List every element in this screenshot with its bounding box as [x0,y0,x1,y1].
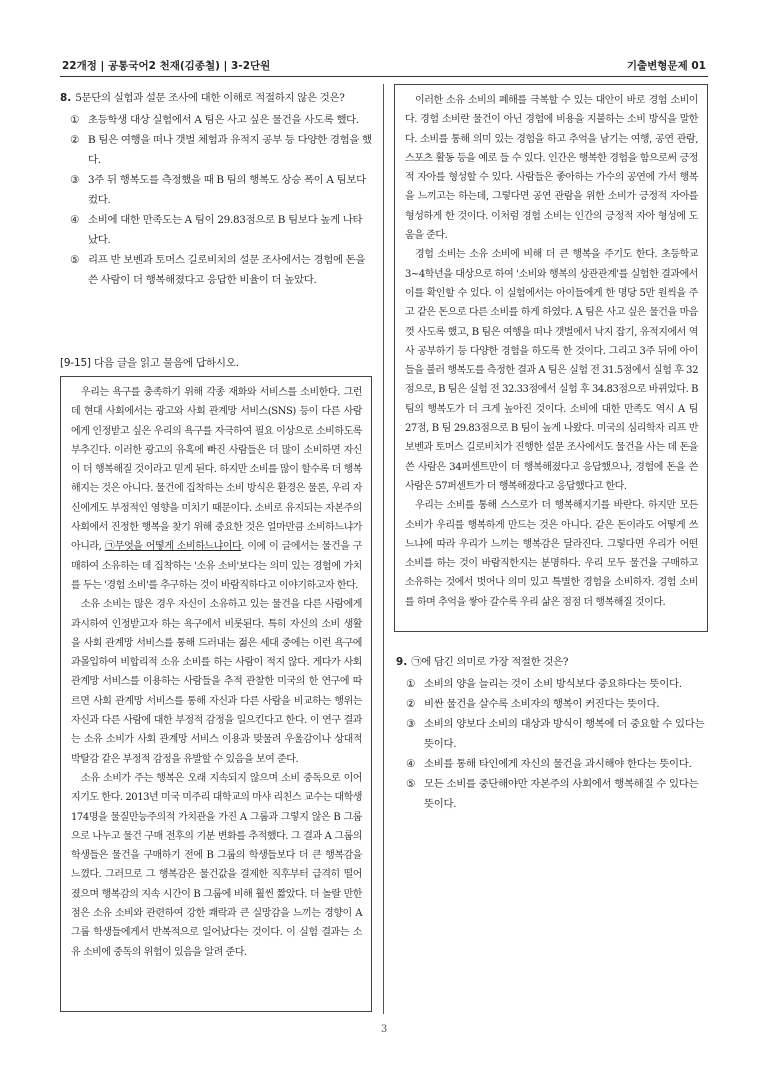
question-number: 8. [60,92,72,104]
question-text: 5문단의 실험과 설문 조사에 대한 이해로 적절하지 않은 것은? [75,92,345,104]
passage-box-left [60,376,372,1012]
answer-choice-5[interactable] [406,774,708,814]
answer-choice-2[interactable] [406,694,708,714]
underlined-phrase: ㉠무엇을 어떻게 소비하느냐이다 [104,541,242,553]
answer-choice-3[interactable] [70,170,372,210]
choice-number: ⑤ [406,778,416,790]
passage-paragraph-6: 우리는 소비를 통해 스스로가 더 행복해지기를 바란다. 하지만 모든 소비가 우리를 행복하게 만드는 것은 아니다. 같은 돈이라도 어떻게 쓰느냐에 따라 우리가 느끼는 행복감은 달라진다. 그렇다면 우리가 어떤 소비를 하는 것이 바람직한지는 분명하다. 우리 모두 물건을 구매하고 소유하는 것에서 벗어나 의미 있고 특별한 경험을 소비하자. 경험 소비를 하며 추억을 쌓아 갈수록 우리 삶은 점점 더 행복해질 것이다. [405,500,698,608]
passage-box-right [394,84,708,632]
answer-choices [396,674,708,814]
question-set-title: [9-15] 다음 글을 읽고 물음에 답하시오. [60,357,239,369]
choice-number: ① [70,114,80,126]
choice-text: 소비의 양보다 소비의 대상과 방식이 행복에 더 중요할 수 있다는 뜻이다. [424,718,705,750]
choice-text: 소비를 통해 타인에게 자신의 물건을 과시해야 한다는 뜻이다. [424,758,692,770]
answer-choice-1[interactable] [70,110,372,130]
header-divider [60,76,708,77]
answer-choice-4[interactable] [406,754,708,774]
choice-number: ② [406,698,416,710]
passage-paragraph-5: 경험 소비는 소유 소비에 비해 더 큰 행복을 주기도 한다. 초등학교 3~4학년을 대상으로 하여 '소비와 행복의 상관관계'를 실험한 결과에서 이를 확인할 수 있다. 이 실험에서는 아이들에게 한 명당 5만 원씩을 주고 같은 돈으로 다른 소비를 하게 하였다. A 팀은 사고 싶은 물건을 마음껏 사도록 했고, B 팀은 여행을 떠나 갯벌에서 낙지 잡기, 유적지에서 역사 공부하기 등 다양한 경험을 하도록 한 것이다. 그리고 3주 뒤에 아이들을 불러 행복도를 측정한 결과 A 팀은 실험 전 31.5점에서 실험 후 32점으로, B 팀은 실험 전 32.33점에서 실험 후 34.83점으로 바뀌었다. B 팀의 행복도가 더 크게 높아진 것이다. 소비에 대한 만족도 역시 A 팀 27점, B 팀 29.83점으로 B 팀이 높게 나왔다. 미국의 심리학자 리프 반 보벤과 토머스 길로비치가 진행한 설문 조사에서도 물건을 사는 데 돈을 쓴 사람은 34퍼센트만이 더 행복해졌다고 응답했으나, 경험에 돈을 쓴 사람은 57퍼센트가 더 행복해졌다고 응답했다고 한다. [405,249,698,492]
choice-text: 비싼 물건을 살수록 소비자의 행복이 커진다는 뜻이다. [424,698,660,710]
answer-choice-3[interactable] [406,714,708,754]
choice-number: ④ [70,214,80,226]
question-text: ㉠에 담긴 의미로 가장 적절한 것은? [411,656,569,668]
choice-text: 모든 소비를 중단해야만 자본주의 사회에서 행복해질 수 있다는 뜻이다. [424,778,699,810]
choice-number: ① [406,678,416,690]
column-divider [383,84,384,1014]
answer-choice-2[interactable] [70,130,372,170]
choice-number: ④ [406,758,416,770]
answer-choices [60,110,372,290]
choice-text: 소비에 대한 만족도는 A 팀이 29.83점으로 B 팀보다 높게 나타났다. [88,214,363,246]
choice-text: 리프 반 보벤과 토머스 길로비치의 설문 조사에서는 경험에 돈을 쓴 사람이 더 행복해졌다고 응답한 비율이 더 높았다. [88,254,366,286]
answer-choice-4[interactable] [70,210,372,250]
choice-number: ⑤ [70,254,80,266]
answer-choice-5[interactable] [70,250,372,290]
answer-choice-1[interactable] [406,674,708,694]
paragraph-text: . 이에 이 글에서는 물건을 구매하여 소유하는 데 집착하는 '소유 소비'보다는 의미 있는 경험에 가치를 두는 '경험 소비'를 추구하는 것이 바람직하다고 이야기하고자 한다. [71,541,362,591]
header-course-info: 22개정 | 공통국어2 천재(김종철) | 3-2단원 [62,60,271,72]
passage-paragraph-2: 소유 소비는 많은 경우 자신이 소유하고 있는 물건을 다른 사람에게 과시하여 인정받고자 하는 욕구에서 비롯된다. 특히 자신의 소비 생활을 사회 관계망 서비스를 통해 드러내는 젊은 세대 중에는 이런 욕구에 과몰입하여 비합리적 소유 소비를 하는 사람이 적지 않다. 게다가 사회 관계망 서비스를 이용하는 사람들을 추적 관찰한 미국의 한 연구에 따르면 사회 관계망 서비스를 통해 자신과 다른 사람을 비교하는 행위는 자신과 다른 사람에 대한 부정적 감정을 일으킨다고 한다. 이 연구 결과는 소유 소비가 사회 관계망 서비스 이용과 맞물려 우울감이나 상대적 박탈감 같은 부정적 감정을 유발할 수 있음을 보여 준다. [71,599,362,765]
passage-paragraph-3: 소유 소비가 주는 행복은 오래 지속되지 않으며 소비 중독으로 이어지기도 한다. 2013년 미국 미주리 대학교의 마샤 리친스 교수는 대학생 174명을 물질만능주의적 가치관을 가진 A 그룹과 그렇지 않은 B 그룹으로 나누고 물건 구매 전후의 기분 변화를 추적했다. 그 결과 A 그룹의 학생들은 물건을 구매하기 전에 B 그룹의 학생들보다 더 큰 행복감을 느꼈다. 그러므로 그 행복감은 물건값을 결제한 직후부터 급격히 떨어졌으며 행복감의 지속 시간이 B 그룹에 비해 훨씬 짧았다. 더 놀랄 만한 점은 소유 소비와 관련하여 강한 쾌락과 큰 실망감을 느끼는 경향이 A 그룹 학생들에게서 반복적으로 일어났다는 것이다. 이 실험 결과는 소유 소비에 중독의 위험이 있음을 알려 준다. [71,772,362,958]
choice-text: B 팀은 여행을 떠나 갯벌 체험과 유적지 공부 등 다양한 경험을 했다. [88,134,372,166]
passage-paragraph-1 [71,383,362,595]
choice-text: 소비의 양을 늘리는 것이 소비 방식보다 중요하다는 뜻이다. [424,678,682,690]
question-9 [396,652,708,814]
passage-paragraph-4: 이러한 소유 소비의 폐해를 극복할 수 있는 대안이 바로 경험 소비이다. 경험 소비란 물건이 아닌 경험에 비용을 지불하는 소비 방식을 말한다. 소비를 통해 의미 있는 경험을 하고 추억을 남기는 여행, 공연 관람, 스포츠 활동 등을 예로 들 수 있다. 인간은 행복한 경험을 함으로써 긍정적 자아를 형성할 수 있다. 사람들은 좋아하는 가수의 공연에 가서 행복을 느끼고는 하는데, 그렇다면 공연 관람을 위한 소비가 긍정적 자아를 형성하게 한 것이다. 이처럼 경험 소비는 인간의 긍정적 자아 형성에 도움을 준다. [405,95,698,242]
question-8 [60,88,372,290]
page-number: 3 [380,1024,388,1035]
question-8-stem [60,88,372,108]
choice-text: 초등학생 대상 실험에서 A 팀은 사고 싶은 물건을 사도록 했다. [88,114,359,126]
paragraph-text: 우리는 욕구를 충족하기 위해 각종 재화와 서비스를 소비한다. 그런데 현대 사회에서는 광고와 사회 관계망 서비스(SNS) 등이 다른 사람에게 인정받고 싶은 우리의 욕구를 자극하여 필요 이상으로 소비하도록 부추긴다. 이러한 광고의 유혹에 빠진 사람들은 더 많이 소비하면 자신이 더 행복해질 것이라고 믿게 된다. 하지만 소비를 많이 할수록 더 행복해지는 것은 아니다. 물건에 집착하는 소비 방식은 환경은 물론, 우리 자신에게도 부정적인 영향을 미치기 때문이다. 소비로 유지되는 자본주의 사회에서 진정한 행복을 찾기 위해 중요한 것은 얼마만큼 소비하느냐가 아니라, [71,387,362,553]
question-9-stem [396,652,708,672]
choice-number: ② [70,134,80,146]
choice-number: ③ [406,718,416,730]
choice-number: ③ [70,174,80,186]
choice-text: 3주 뒤 행복도를 측정했을 때 B 팀의 행복도 상승 폭이 A 팀보다 컸다. [88,174,366,206]
header-worksheet-title: 기출변형문제 01 [626,60,706,72]
question-number: 9. [396,656,408,668]
